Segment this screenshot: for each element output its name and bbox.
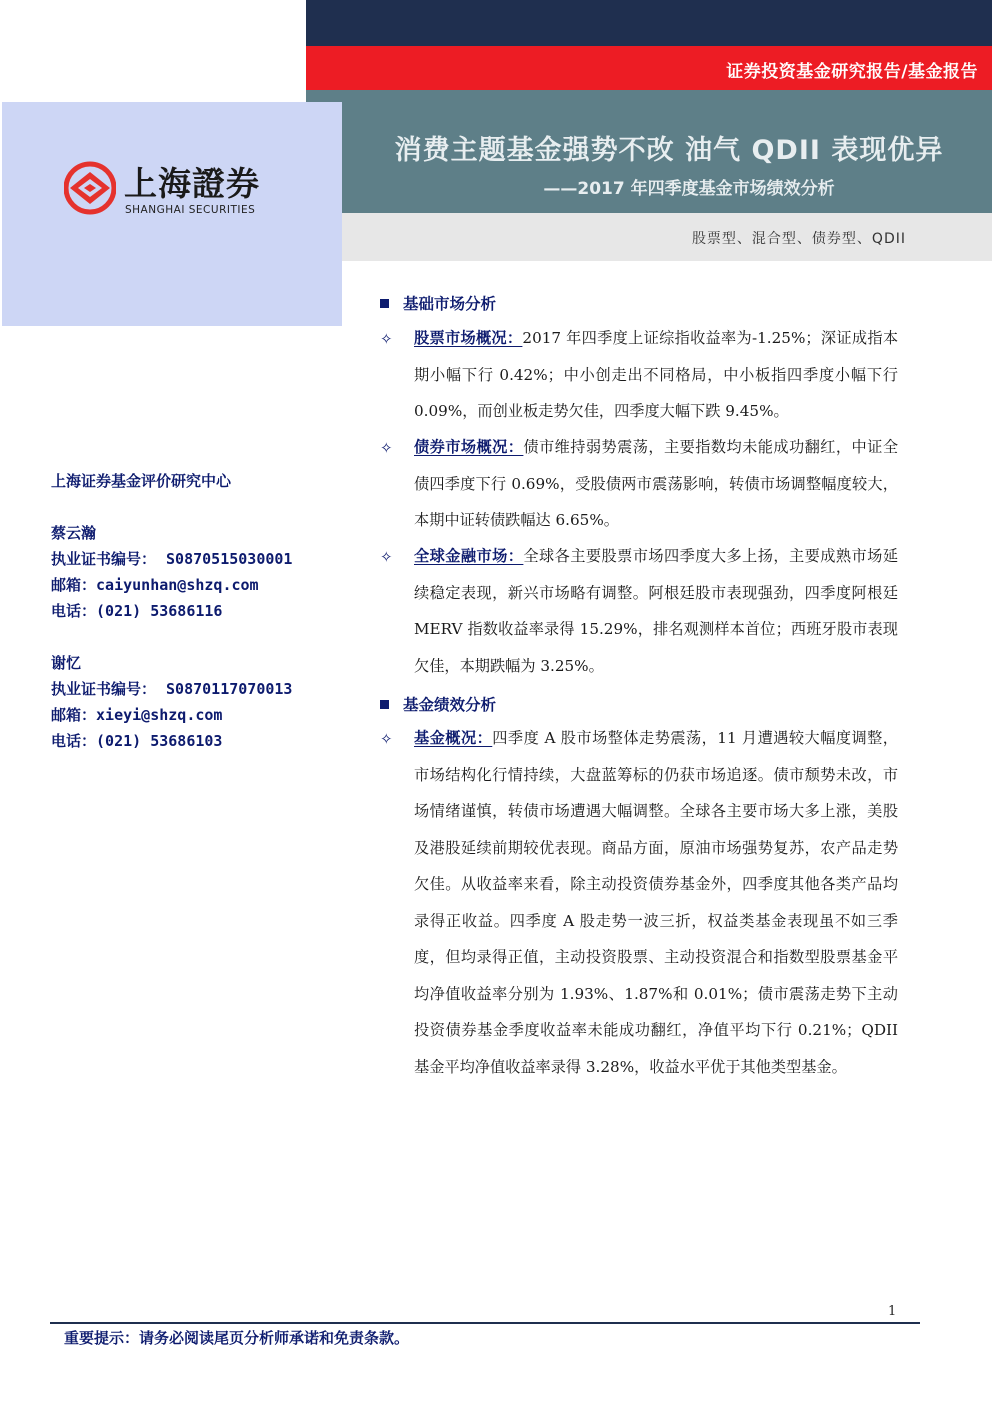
title-banner xyxy=(306,90,992,213)
diamond-bullet-icon: ✧ xyxy=(380,330,393,348)
logo-name-cn: 上海證券 xyxy=(124,164,260,203)
logo-name-en: SHANGHAI SECURITIES xyxy=(125,204,256,216)
square-bullet-icon xyxy=(380,299,389,308)
report-title: 消费主题基金强势不改 油气 QDII 表现优异 xyxy=(394,135,944,166)
analyst-phone-row xyxy=(51,600,222,621)
analyst-phone-row xyxy=(51,730,222,751)
page-number: 1 xyxy=(888,1304,897,1319)
paragraph-lead: 基金概况： xyxy=(414,729,493,747)
phone-label: 电话： xyxy=(51,602,97,620)
email-label: 邮箱： xyxy=(51,706,97,724)
report-keywords: 股票型、混合型、债券型、QDII xyxy=(691,231,906,247)
cert-label: 执业证书编号： xyxy=(51,550,157,568)
analyst-name: 蔡云瀚 xyxy=(51,524,97,542)
analyst-email-row xyxy=(51,704,222,725)
phone-label: 电话： xyxy=(51,732,97,750)
paragraph-text: 债市维持弱势震荡，主要指数均未能成功翻红，中证全债四季度下行 0.69%，受股债两市震荡影响，转债市场调整幅度较大，本期中证转债跌幅达 6.65%。 xyxy=(414,438,899,529)
paragraph-fund-overview xyxy=(414,720,898,1085)
header-navy-band xyxy=(306,0,992,46)
diamond-bullet-icon: ✧ xyxy=(380,548,393,566)
paragraph-text: 2017 年四季度上证综指收益率为-1.25%；深证成指本期小幅下行 0.42%；中小创走出不同格局，中小板指四季度小幅下行 0.09%，而创业板走势欠佳，四季度大幅下跌 9.45%。 xyxy=(414,329,899,420)
email-link[interactable]: caiyunhan@shzq.com xyxy=(96,576,259,594)
section-heading: 基金绩效分析 xyxy=(380,693,496,715)
cert-number: S0870515030001 xyxy=(166,550,293,568)
research-center-name: 上海证券基金评价研究中心 xyxy=(51,472,232,490)
phone-number: (021) 53686116 xyxy=(96,602,223,620)
paragraph-text: 四季度 A 股市场整体走势震荡，11 月遭遇较大幅度调整，市场结构化行情持续，大盘蓝筹标的仍获市场追逐。债市颓势未改，市场情绪谨慎，转债市场遭遇大幅调整。全球各主要市场大多上涨，美股及港股延续前期较优表现。商品方面，原油市场强势复苏，农产品走势欠佳。从收益率来看，除主动投资债券基金外，四季度其他各类产品均录得正收益。四季度 A 股走势一波三折，权益类基金表现虽不如三季度，但均录得正值，主动投资股票、主动投资混合和指数型股票基金平均净值收益率分别为 1.93%、1.87%和 0.01%；债市震荡走势下主动投资债券基金季度收益率未能成功翻红，净值平均下行 0.21%；QDII 基金平均净值收益率录得 3.28%，收益水平优于其他类型基金。 xyxy=(414,729,898,1076)
paragraph-lead: 债券市场概况： xyxy=(414,438,524,456)
paragraph-global-market xyxy=(414,538,898,684)
paragraph-lead: 全球金融市场： xyxy=(414,547,524,565)
square-bullet-icon xyxy=(380,700,389,709)
report-category: 证券投资基金研究报告/基金报告 xyxy=(726,62,978,82)
phone-number: (021) 53686103 xyxy=(96,732,223,750)
paragraph-bond-market xyxy=(414,429,898,539)
cert-label: 执业证书编号： xyxy=(51,680,157,698)
paragraph-text: 全球各主要股票市场四季度大多上扬，主要成熟市场延续稳定表现，新兴市场略有调整。阿根廷股市表现强劲，四季度阿根廷 MERV 指数收益率录得 15.29%，排名观测样本首位；西班牙股市表现欠佳，本期跌幅为 3.25%。 xyxy=(414,547,899,675)
analyst-cert-row xyxy=(51,548,292,569)
cert-number: S0870117070013 xyxy=(166,680,293,698)
shanghai-securities-logo-icon xyxy=(64,158,116,218)
email-label: 邮箱： xyxy=(51,576,97,594)
section-heading: 基础市场分析 xyxy=(380,292,496,314)
paragraph-lead: 股票市场概况： xyxy=(414,329,523,347)
analyst-cert-row xyxy=(51,678,292,699)
diamond-bullet-icon: ✧ xyxy=(380,439,393,457)
analyst-name: 谢忆 xyxy=(51,654,82,672)
email-link[interactable]: xieyi@shzq.com xyxy=(96,706,223,724)
report-subtitle: ——2017 年四季度基金市场绩效分析 xyxy=(543,179,835,199)
footer-divider xyxy=(50,1322,920,1324)
diamond-bullet-icon: ✧ xyxy=(380,730,393,748)
report-category-bar xyxy=(306,46,992,90)
paragraph-stock-market xyxy=(414,320,898,430)
disclaimer-notice: 重要提示：请务必阅读尾页分析师承诺和免责条款。 xyxy=(64,1329,410,1347)
keywords-bar xyxy=(306,213,992,261)
analyst-email-row xyxy=(51,574,259,595)
